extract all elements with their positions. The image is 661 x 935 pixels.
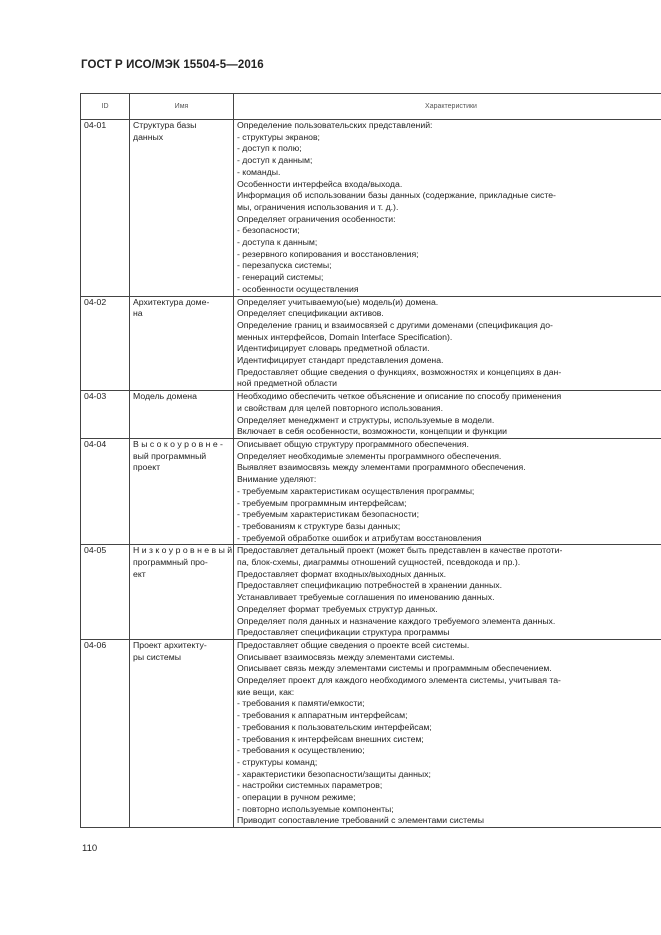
characteristic-line: - операции в ручном режиме; [237,792,356,803]
characteristic-line: - безопасности; [237,225,300,236]
characteristic-line: Устанавливает требуемые соглашения по именованию данных. [237,592,495,603]
name-line: Н и з к о у р о в н е в ы й [133,545,233,556]
characteristic-line: и свойствам для целей повторного использования. [237,402,444,413]
characteristic-line: Описывает взаимосвязь между элементами системы. [237,651,455,662]
table-row [81,391,661,439]
table-row [81,545,661,640]
characteristic-line: Предоставляет формат входных/выходных данных. [237,568,447,579]
characteristic-line: Определяет формат требуемых структур данных. [237,603,438,614]
cell-name [130,391,234,439]
characteristic-line: - требования к аппаратным интерфейсам; [237,710,408,721]
table-header-row [81,94,661,120]
cell-characteristics [234,391,661,439]
cell-characteristics [234,639,661,827]
name-line: ект [133,568,146,579]
name-line: Проект архитекту- [133,639,207,650]
characteristic-line: - резервного копирования и восстановления; [237,248,419,259]
characteristic-line: менных интерфейсов, Domain Interface Specification). [237,331,453,342]
characteristic-line: Предоставляет спецификацию потребностей в хранении данных. [237,580,502,591]
table-row [81,438,661,544]
document-header: ГОСТ Р ИСО/МЭК 15504-5—2016 [81,59,264,71]
characteristic-line: - характеристики безопасности/защиты данных; [237,768,431,779]
column-header-characteristics: Характеристики [234,94,661,120]
characteristic-line: Выявляет взаимосвязь между элементами программного обеспечения. [237,462,526,473]
name-line: вый программный [133,450,207,461]
cell-characteristics [234,438,661,544]
characteristic-line: Особенности интерфейса входа/выхода. [237,178,403,189]
cell-id: 04-03 [81,391,130,439]
characteristic-line: - требования к пользовательским интерфейсам; [237,721,432,732]
column-header-name: Имя [130,94,234,120]
cell-name [130,296,234,391]
cell-characteristics [234,545,661,640]
characteristic-line: Определение пользовательских представлений: [237,120,433,130]
characteristic-line: - доступа к данным; [237,237,318,248]
characteristic-line: Определяет учитываемую(ые) модель(и) домена. [237,296,439,307]
characteristic-line: - структуры команд; [237,756,318,767]
name-line: данных [133,131,164,142]
characteristic-line: Определяет ограничения особенности: [237,213,396,224]
table-row [81,296,661,391]
characteristic-line: - требования к памяти/емкости; [237,698,365,709]
cell-id: 04-02 [81,296,130,391]
name-line: на [133,308,143,319]
name-line: Архитектура доме- [133,296,210,307]
characteristics-table [80,93,661,828]
name-line: Модель домена [133,391,197,402]
characteristic-line: Описывает связь между элементами системы и программным обеспечением. [237,663,552,674]
cell-id: 04-04 [81,438,130,544]
characteristic-line: Предоставляет общие сведения о проекте всей системы. [237,639,470,650]
characteristic-line: - структуры экранов; [237,131,320,142]
characteristic-line: Идентифицирует стандарт представления домена. [237,355,444,366]
name-line: Структура базы [133,120,197,130]
characteristic-line: Определяет спецификации активов. [237,308,384,319]
cell-name [130,120,234,297]
column-header-id: ID [81,94,130,120]
characteristic-line: - генераций системы; [237,272,324,283]
characteristic-line: - доступ к полю; [237,143,302,154]
characteristic-line: - команды. [237,166,281,177]
characteristic-line: Необходимо обеспечить четкое объяснение и описание по способу применения [237,391,562,402]
name-line: ры системы [133,651,181,662]
characteristic-line: па, блок-схемы, диаграммы отношений сущностей, псевдокода и пр.). [237,557,521,568]
table-row [81,639,661,827]
characteristic-line: - доступ к данным; [237,155,313,166]
characteristic-line: Определяет проект для каждого необходимого элемента системы, учитывая та- [237,675,561,686]
characteristic-line: - требуемым программным интерфейсам; [237,497,407,508]
characteristic-line: Описывает общую структуру программного обеспечения. [237,438,469,449]
characteristic-line: Предоставляет спецификации структура программы [237,627,450,638]
cell-name [130,438,234,544]
characteristic-line: - настройки системных параметров; [237,780,383,791]
characteristic-line: - повторно используемые компоненты; [237,803,394,814]
cell-name [130,639,234,827]
characteristic-line: - требуемым характеристикам безопасности; [237,509,420,520]
name-line: программный про- [133,557,208,568]
table-body [81,120,661,828]
characteristic-line: - требуемым характеристикам осуществления программы; [237,485,475,496]
characteristic-line: - перезапуска системы; [237,260,332,271]
characteristic-line: Внимание уделяют: [237,474,317,485]
characteristic-line: Определяет поля данных и назначение каждого требуемого элемента данных. [237,615,556,626]
characteristic-line: - требования к осуществлению; [237,745,365,756]
cell-id: 04-05 [81,545,130,640]
cell-characteristics [234,296,661,391]
characteristic-line: ной предметной области [237,378,338,389]
name-line: В ы с о к о у р о в н е - [133,438,223,449]
cell-id: 04-01 [81,120,130,297]
characteristic-line: - требуемой обработке ошибок и атрибутам восстановления [237,532,482,543]
characteristic-line: кие вещи, как: [237,686,295,697]
cell-id: 04-06 [81,639,130,827]
cell-name [130,545,234,640]
characteristic-line: Идентифицирует словарь предметной области. [237,343,430,354]
characteristic-line: Предоставляет детальный проект (может быть представлен в качестве прототи- [237,545,563,556]
characteristic-line: - требованиям к структуре базы данных; [237,520,401,531]
characteristic-line: Информация об использовании базы данных (содержание, прикладные систе- [237,190,556,201]
cell-characteristics [234,120,661,297]
characteristic-line: Предоставляет общие сведения о функциях, возможностях и концепциях в дан- [237,366,562,377]
name-line: проект [133,462,161,473]
page-number: 110 [82,843,98,854]
characteristic-line: Включает в себя особенности, возможности, концепции и функции [237,426,507,437]
characteristic-line: - требования к интерфейсам внешних систем; [237,733,424,744]
table-row [81,120,661,297]
characteristic-line: Приводит сопоставление требований с элементами системы [237,815,485,826]
characteristic-line: Определяет менеджмент и структуры, используемые в модели. [237,414,495,425]
characteristic-line: - особенности осуществления [237,283,359,294]
characteristic-line: Определяет необходимые элементы программного обеспечения. [237,450,502,461]
characteristic-line: мы, ограничения использования и т. д.). [237,201,399,212]
characteristic-line: Определение границ и взаимосвязей с другими доменами (спецификация до- [237,319,553,330]
